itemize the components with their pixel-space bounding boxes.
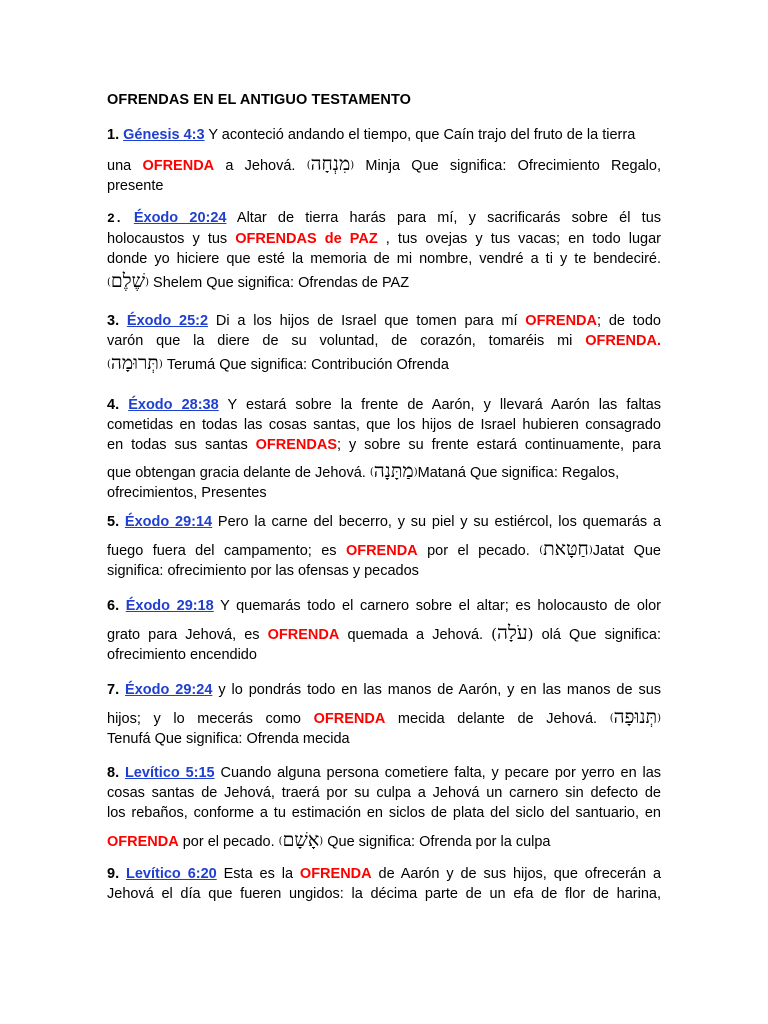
meaning-text: Tenufá Que significa: Ofrenda mecida (107, 731, 350, 747)
meaning-text: olá Que significa: (533, 627, 661, 643)
verse-text: los rebaños, conforme a tu estimación en siclos de plata del siclo del santuario, en (107, 805, 661, 821)
keyword-ofrenda: OFRENDA (267, 627, 340, 643)
entry-5 (107, 512, 661, 581)
verse-link[interactable]: Éxodo 29:24 (125, 682, 213, 698)
keyword-ofrenda: OFRENDA (345, 543, 418, 559)
verse-link[interactable]: Éxodo 29:14 (124, 514, 213, 530)
meaning-text: Minja Que significa: Ofrecimiento Regalo, (365, 158, 661, 174)
verse-link[interactable]: Levítico 6:20 (126, 866, 217, 882)
entry-number: 4. (107, 397, 120, 413)
verse-text: Di a los hijos de Israel que tomen para mí (208, 313, 526, 329)
entry-number: 9. (107, 866, 120, 882)
verse-text: . (656, 333, 661, 349)
hebrew-term: (חַטָּאת) (539, 538, 593, 560)
verse-link[interactable]: Éxodo 28:38 (128, 397, 219, 413)
verse-text: por el pecado. (417, 543, 530, 559)
verse-link[interactable]: Levítico 5:15 (124, 765, 215, 781)
verse-link[interactable]: Éxodo 25:2 (126, 313, 209, 329)
meaning-text: Terumá Que significa: Contribución Ofrenda (162, 357, 449, 373)
verse-text: cometidas en todas las cosas santas, que los hijos de Israel hubieren consagrado (107, 417, 661, 433)
verse-text: cosas santas de Jehová, traerá por su culpa a Jehová un carnero sin defecto de (107, 785, 661, 801)
entry-8 (107, 763, 661, 852)
keyword-ofrenda: OFRENDA (299, 866, 372, 882)
keyword-ofrenda: OFRENDA (585, 333, 657, 349)
verse-text: en todas sus santas (107, 437, 256, 453)
verse-text: ; y sobre su frente estará continuamente, para (337, 437, 661, 453)
verse-text: Y quemarás todo el carnero sobre el altar; es holocausto de olor (213, 598, 661, 614)
keyword-ofrenda: OFRENDA (525, 313, 597, 329)
hebrew-term: (שֶׁלֶם) (107, 270, 150, 292)
meaning-text: Shelem Que significa: Ofrendas de PAZ (149, 275, 410, 291)
hebrew-term: (עֹלָה) (491, 622, 534, 644)
verse-text: varón que la diere de su voluntad, de corazón, tomaréis mi (107, 333, 586, 349)
verse-link[interactable]: Éxodo 29:18 (125, 598, 214, 614)
hebrew-word: חַטָּאת (543, 538, 589, 560)
meaning-text: significa: ofrecimiento por las ofensas y pecados (107, 563, 419, 579)
entry-1 (107, 125, 661, 196)
entry-number: 6. (107, 598, 120, 614)
verse-text: quemada a Jehová. (339, 627, 484, 643)
verse-text: mecida delante de Jehová. (385, 711, 598, 727)
entry-6 (107, 596, 661, 665)
entry-number: 7. (107, 682, 120, 698)
entry-7 (107, 680, 661, 749)
keyword-ofrenda: OFRENDA (142, 158, 215, 174)
meaning-text: Que significa: Ofrenda por la culpa (323, 834, 551, 850)
verse-text: hijos; y lo mecerás como (107, 711, 314, 727)
verse-text: grato para Jehová, es (107, 627, 268, 643)
verse-text: Altar de tierra harás para mí, y sacrificarás sobre él tus (226, 210, 662, 226)
verse-text: Y estará sobre la frente de Aarón, y llevará Aarón las faltas (218, 397, 662, 413)
keyword-ofrenda: OFRENDA (313, 711, 386, 727)
verse-text: Pero la carne del becerro, y su piel y su estiércol, los quemarás a (212, 514, 662, 530)
hebrew-term: (אָשָׁם) (278, 829, 324, 851)
entry-number: 8. (107, 765, 120, 781)
entry-4 (107, 395, 661, 503)
keyword-ofrenda: OFRENDAS (255, 437, 338, 453)
verse-text: ; de todo (597, 313, 661, 329)
verse-text: que obtengan gracia delante de Jehová. (107, 465, 366, 481)
verse-text: una (107, 158, 143, 174)
hebrew-word: מִנְחָה (310, 153, 351, 175)
entry-number: 3. (107, 313, 120, 329)
verse-text: de Aarón y de sus hijos, que ofrecerán a (371, 866, 662, 882)
verse-text: Esta es la (216, 866, 300, 882)
verse-text: fuego fuera del campamento; es (107, 543, 346, 559)
verse-text: Jehová el día que fueren ungidos: la décima parte de un efa de flor de harina, (107, 886, 661, 902)
entry-number: 5. (107, 514, 120, 530)
verse-text: por el pecado. (178, 834, 275, 850)
verse-text: a Jehová. (214, 158, 296, 174)
verse-text: , tus ovejas y tus vacas; en todo lugar (377, 231, 661, 247)
verse-link[interactable]: Éxodo 20:24 (133, 210, 227, 226)
entry-3 (107, 311, 661, 375)
hebrew-word: תְּרוּמָה (110, 352, 159, 374)
hebrew-term: (מִנְחָה) (306, 153, 355, 175)
meaning-text: Jatat Que (592, 543, 661, 559)
hebrew-term: (תְּרוּמָה) (107, 352, 163, 374)
keyword-ofrenda: OFRENDAS de PAZ (235, 231, 378, 247)
meaning-text: Mataná Que significa: Regalos, (417, 465, 620, 481)
verse-text: Cuando alguna persona cometiere falta, y pecare por yerro en las (214, 765, 662, 781)
hebrew-word: מַתָּנָה (373, 460, 414, 482)
verse-text: y lo pondrás todo en las manos de Aarón, y en las manos de sus (212, 682, 662, 698)
hebrew-word: שֶׁלֶם (110, 270, 146, 292)
entry-number: 2. (107, 211, 123, 226)
verse-text: donde yo hiciere que esté la memoria de mi nombre, vendré a ti y te bendeciré. (107, 251, 661, 267)
hebrew-word: אָשָׁם (282, 829, 320, 851)
entry-number: 1. (107, 127, 120, 143)
entry-2 (107, 208, 661, 293)
page-title: OFRENDAS EN EL ANTIGUO TESTAMENTO (107, 92, 412, 108)
verse-text: Y aconteció andando el tiempo, que Caín trajo del fruto de la tierra (204, 127, 636, 143)
hebrew-term: (תְּנוּפָה) (609, 706, 662, 728)
verse-link[interactable]: Génesis 4:3 (123, 127, 205, 143)
entry-9 (107, 864, 661, 904)
verse-text: holocaustos y tus (107, 231, 236, 247)
meaning-text: ofrecimiento encendido (107, 647, 257, 663)
hebrew-word: תְּנוּפָה (613, 706, 658, 728)
hebrew-word: עֹלָה (497, 622, 528, 644)
hebrew-term: (מַתָּנָה) (369, 460, 418, 482)
meaning-text: presente (107, 178, 164, 194)
meaning-text: ofrecimientos, Presentes (107, 485, 267, 501)
keyword-ofrenda: OFRENDA (107, 834, 179, 850)
